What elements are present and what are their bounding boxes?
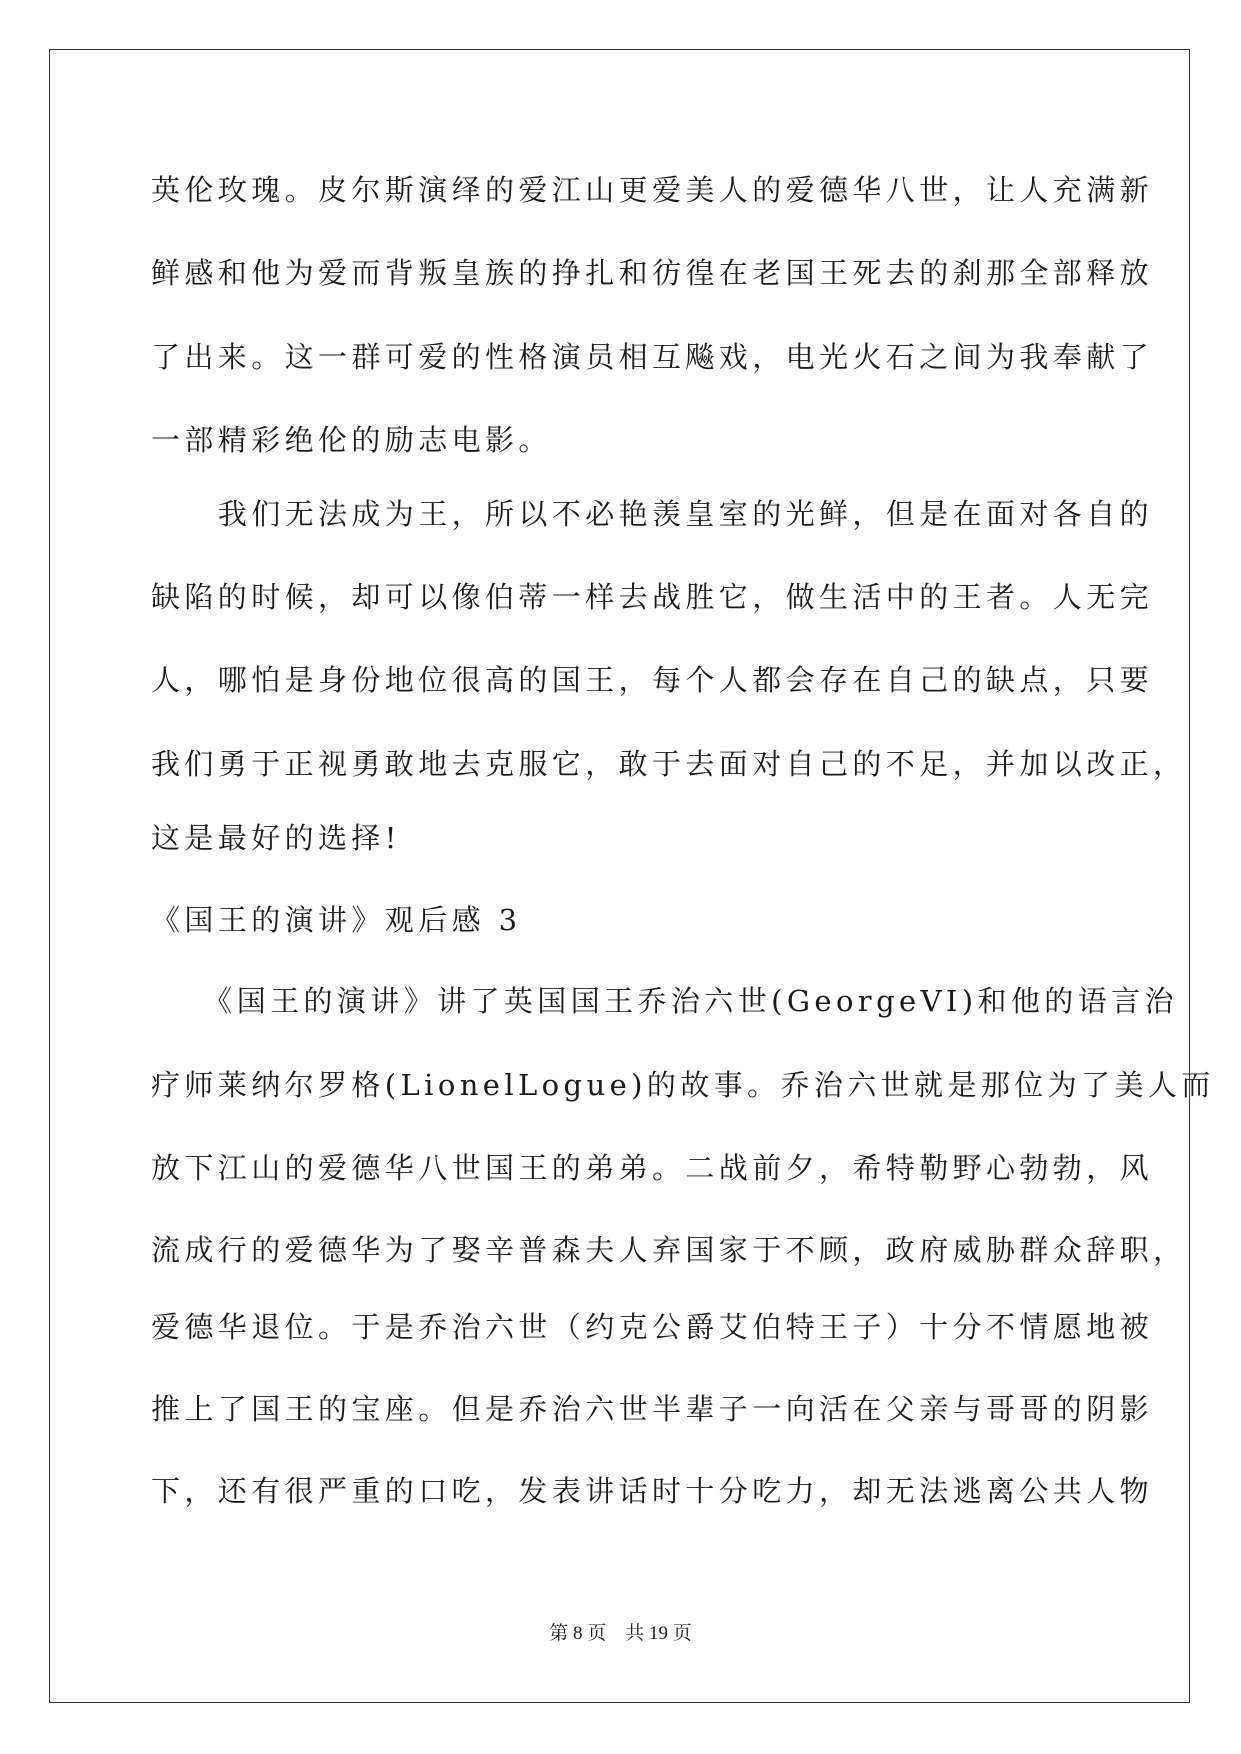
page-number: 第 8 页 共 19 页	[549, 1623, 692, 1644]
text-line: 爱德华退位。于是乔治六世（约克公爵艾伯特王子）十分不情愿地被	[151, 1310, 1154, 1344]
text-line: 人，哪怕是身份地位很高的国王，每个人都会存在自己的缺点，只要	[151, 663, 1154, 697]
text-line: 这是最好的选择!	[151, 821, 401, 855]
text-line: 鲜感和他为爱而背叛皇族的挣扎和彷徨在老国王死去的刹那全部释放	[151, 256, 1154, 290]
text-line: 推上了国王的宝座。但是乔治六世半辈子一向活在父亲与哥哥的阴影	[151, 1392, 1154, 1426]
text-line: 我们勇于正视勇敢地去克服它，敢于去面对自己的不足，并加以改正，	[151, 747, 1187, 781]
page-border	[49, 49, 1190, 1703]
text-line: 放下江山的爱德华八世国王的弟弟。二战前夕，希特勒野心勃勃，风	[151, 1151, 1154, 1185]
text-line: 缺陷的时候，却可以像伯蒂一样去战胜它，做生活中的王者。人无完	[151, 580, 1154, 614]
text-line: 流成行的爱德华为了娶辛普森夫人弃国家于不顾，政府威胁群众辞职，	[151, 1233, 1187, 1267]
text-line: 下，还有很严重的口吃，发表讲话时十分吃力，却无法逃离公共人物	[151, 1474, 1154, 1508]
text-line: 了出来。这一群可爱的性格演员相互飚戏，电光火石之间为我奉献了	[151, 340, 1154, 374]
paragraph-start: 我们无法成为王，所以不必艳羡皇室的光鲜，但是在面对各自的	[151, 497, 1154, 531]
text-line: 一部精彩绝伦的励志电影。	[151, 423, 552, 457]
paragraph-start: 《国王的演讲》讲了英国国王乔治六世(GeorgeVI)和他的语言治	[151, 984, 1178, 1018]
text-line: 疗师莱纳尔罗格(LionelLogue)的故事。乔治六世就是那位为了美人而	[151, 1068, 1215, 1102]
text-line: 英伦玫瑰。皮尔斯演绎的爱江山更爱美人的爱德华八世，让人充满新	[151, 173, 1154, 207]
section-heading: 《国王的演讲》观后感 3	[151, 903, 522, 937]
